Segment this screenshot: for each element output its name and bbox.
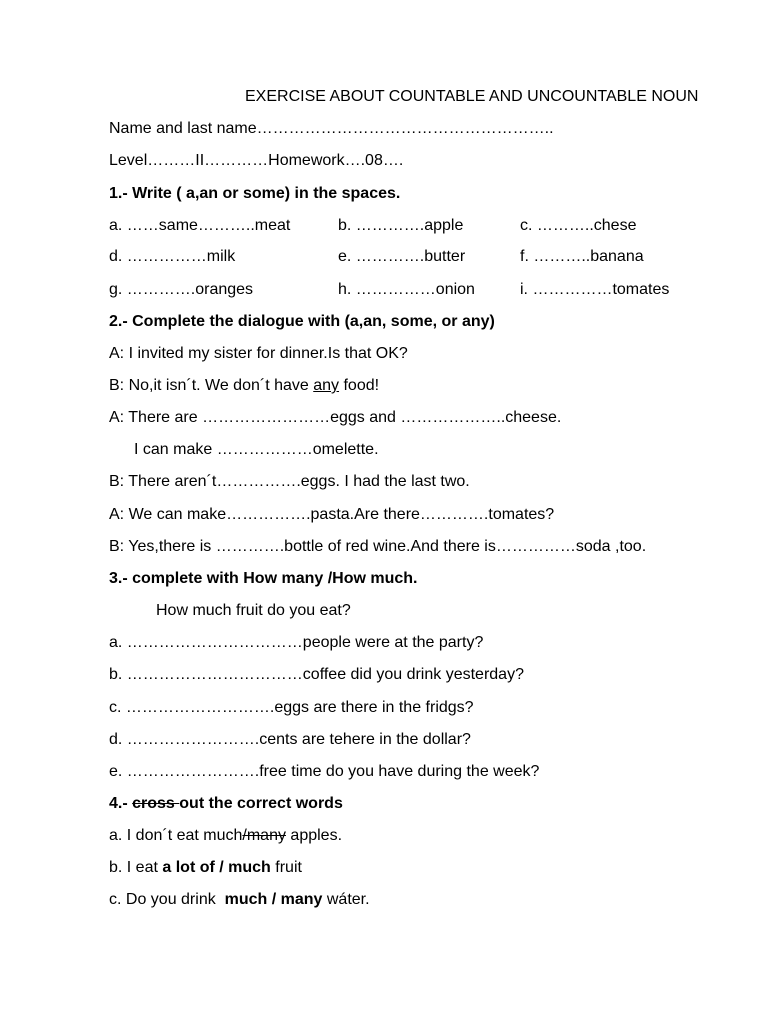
struck-word: cross bbox=[132, 795, 180, 812]
section3-heading: 3.- complete with How many /How much. bbox=[109, 570, 418, 587]
s3-item-e: e. …………………….free time do you have during the week? bbox=[109, 763, 540, 780]
s4-item-a-struck: /many bbox=[242, 827, 286, 844]
section3-example: How much fruit do you eat? bbox=[156, 602, 351, 619]
s3-item-c: c. ……………………….eggs are there in the fridgs? bbox=[109, 699, 474, 716]
s4-item-b-end: fruit bbox=[270, 859, 302, 876]
s4-item-c-end: wáter. bbox=[322, 891, 370, 908]
s1-item-e: e. ………….butter bbox=[338, 248, 466, 265]
section1-heading: 1.- Write ( a,an or some) in the spaces. bbox=[109, 185, 401, 202]
s1-item-d: d. ……………milk bbox=[109, 248, 236, 265]
level-line: Level………II…………Homework….08…. bbox=[109, 152, 404, 169]
page-title: EXERCISE ABOUT COUNTABLE AND UNCOUNTABLE NOUN bbox=[245, 88, 699, 105]
name-line: Name and last name……………………………………………….. bbox=[109, 120, 554, 137]
s1-item-c: c. ………..chese bbox=[520, 217, 637, 234]
section2-heading: 2.- Complete the dialogue with (a,an, some, or any) bbox=[109, 313, 495, 330]
s1-item-i: i. ……………tomates bbox=[520, 281, 670, 298]
dialogue-line-3: A: There are ……………………eggs and ………………..cheese. bbox=[109, 409, 562, 426]
s3-item-a: a. ……………………………people were at the party? bbox=[109, 634, 484, 651]
dialogue-line-2-start: B: No,it isn´t. We don´t have bbox=[109, 377, 314, 394]
dialogue-line-2-end: food! bbox=[339, 377, 380, 394]
s4-item-b bbox=[109, 858, 302, 878]
dialogue-line-4: I can make ………………omelette. bbox=[134, 441, 379, 458]
s1-item-h: h. ……………onion bbox=[338, 281, 475, 298]
dialogue-line-2 bbox=[109, 376, 379, 396]
dialogue-line-1: A: I invited my sister for dinner.Is that OK? bbox=[109, 345, 408, 362]
s1-item-g: g. ………….oranges bbox=[109, 281, 254, 298]
s4-item-c bbox=[109, 890, 370, 910]
s4-item-b-options: a lot of / much bbox=[162, 859, 271, 876]
dialogue-line-5: B: There aren´t…………….eggs. I had the last two. bbox=[109, 473, 470, 490]
s4-item-a-end: apples. bbox=[285, 827, 343, 844]
section4-heading-rest: out the correct words bbox=[179, 795, 343, 812]
s4-item-a bbox=[109, 826, 342, 846]
s4-item-a-start: a. I don´t eat much bbox=[109, 827, 243, 844]
dialogue-line-7: B: Yes,there is ………….bottle of red wine.And there is……………soda ,too. bbox=[109, 538, 647, 555]
s3-item-d: d. …………………….cents are tehere in the dollar? bbox=[109, 731, 471, 748]
dialogue-line-6: A: We can make…………….pasta.Are there………….tomates? bbox=[109, 506, 555, 523]
s4-item-c-start: c. Do you drink bbox=[109, 891, 225, 908]
section4-heading bbox=[109, 794, 343, 814]
s1-item-a: a. ……same………..meat bbox=[109, 217, 291, 234]
s1-item-b: b. ………….apple bbox=[338, 217, 464, 234]
s3-item-b: b. ……………………………coffee did you drink yesterday? bbox=[109, 666, 524, 683]
s4-item-b-start: b. I eat bbox=[109, 859, 163, 876]
section4-number: 4.- bbox=[109, 795, 133, 812]
s1-item-f: f. ………..banana bbox=[520, 248, 644, 265]
s4-item-c-options: much / many bbox=[224, 891, 323, 908]
underlined-word: any bbox=[313, 377, 340, 394]
